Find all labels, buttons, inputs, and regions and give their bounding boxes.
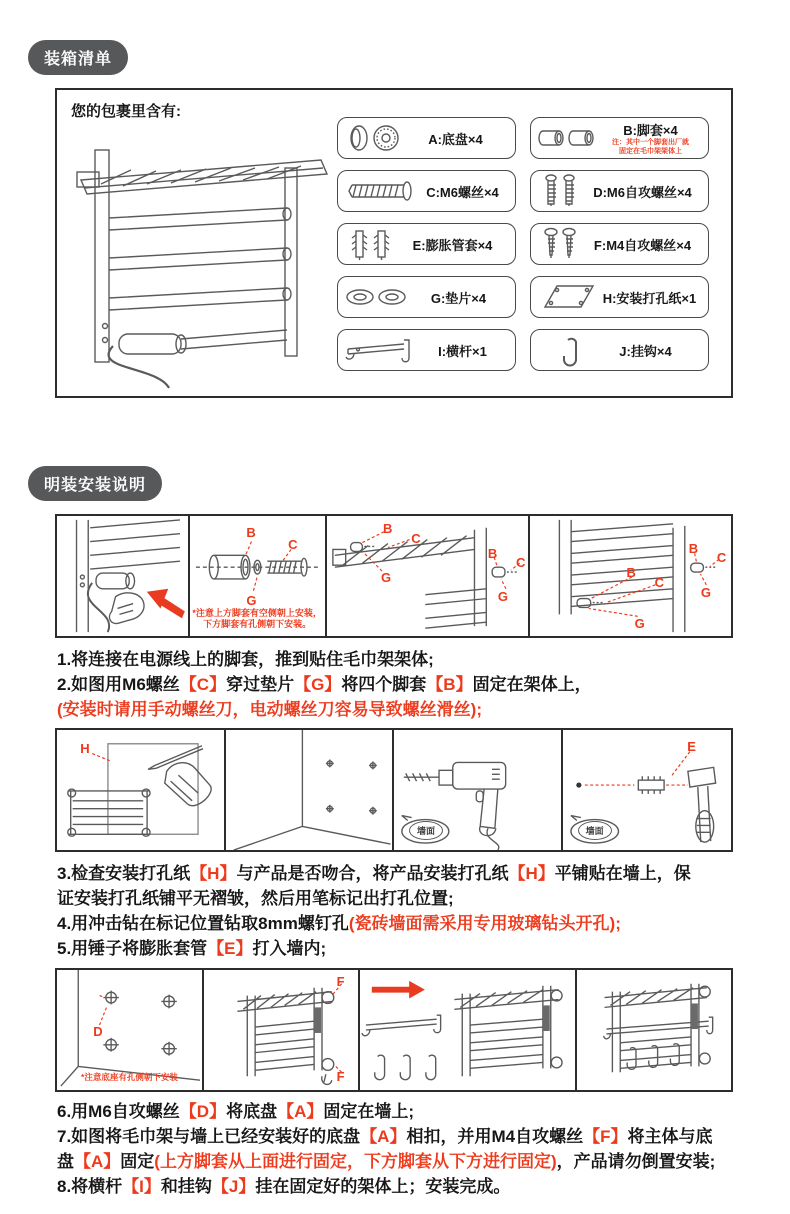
step-line — [57, 1174, 757, 1199]
mount-body-art — [204, 970, 358, 1090]
part-item-g — [337, 276, 516, 318]
part-item-e — [337, 223, 516, 265]
step-line — [57, 911, 757, 936]
callout-e: E — [687, 738, 696, 754]
callout-b: B — [246, 524, 256, 540]
step-text: 相扣，并用M4自攻螺丝 — [406, 1127, 584, 1146]
part-label: C:M6螺丝×4 — [426, 184, 499, 200]
install-instructions-badge: 明装安装说明 — [28, 466, 162, 501]
panel-attach-top-sleeves — [327, 516, 531, 636]
install-steps-1 — [57, 647, 757, 722]
panel-fix-base-plates — [57, 970, 204, 1090]
wall-surface-bubble: 墙面 — [578, 821, 612, 840]
part-label: D:M6自攻螺丝×4 — [593, 184, 692, 200]
part-label: I:横杆×1 — [438, 343, 487, 359]
step-text-highlight: 【C】 — [179, 675, 227, 694]
callout-g: G — [497, 589, 509, 605]
step-text-highlight: 【F】 — [583, 1127, 628, 1146]
part-item-f — [530, 223, 709, 265]
step-text-highlight: 【H】 — [508, 864, 555, 883]
step-text-highlight: 【E】 — [207, 939, 253, 958]
step-text: 打入墙内; — [252, 939, 327, 958]
part-label: J:挂钩×4 — [619, 343, 672, 359]
panel-hammer-anchor — [563, 730, 732, 850]
step-line — [57, 1149, 757, 1174]
step-text: 证安装打孔纸铺平无褶皱，然后用笔标记出打孔位置; — [57, 889, 454, 908]
callout-c: C — [654, 575, 665, 590]
callout-b: B — [626, 565, 636, 581]
install-step-strip-2 — [55, 728, 733, 852]
part-label: F:M4自攻螺丝×4 — [593, 237, 692, 253]
step-text: 2.如图用M6螺丝 — [57, 675, 180, 694]
packing-contents-box — [55, 88, 733, 398]
part-label: A:底盘×4 — [428, 131, 483, 147]
step-text-highlight: 【J】 — [211, 1177, 256, 1196]
push-sleeve-art — [57, 516, 188, 636]
step-text: 盘 — [57, 1152, 74, 1171]
callout-b: B — [487, 546, 498, 562]
callout-d: D — [93, 1024, 103, 1040]
part-label: E:膨胀管套×4 — [412, 237, 493, 253]
step-text-highlight: 【I】 — [122, 1177, 161, 1196]
part-label: H:安装打孔纸×1 — [602, 290, 697, 306]
part-label: G:垫片×4 — [430, 290, 487, 306]
callout-f: F — [336, 973, 345, 989]
callout-g: G — [634, 615, 645, 631]
packing-list-badge: 装箱清单 — [28, 40, 128, 75]
step-text: 4.用冲击钻在标记位置钻取8mm螺钉孔 — [57, 914, 349, 933]
callout-c: C — [716, 549, 727, 565]
callout-g: G — [246, 593, 257, 608]
bar-hooks-art — [360, 970, 574, 1090]
step-text: 固定在架体上， — [472, 675, 592, 694]
part-item-h — [530, 276, 709, 318]
panel-wall-marks — [226, 730, 395, 850]
install-steps-2 — [57, 861, 757, 961]
step-text: 8.将横杆 — [57, 1177, 123, 1196]
m6-screw-icon — [344, 172, 416, 210]
part-item-a — [337, 117, 516, 159]
step-text-highlight: 【A】 — [74, 1152, 121, 1171]
foot-sleeve-icon — [537, 119, 599, 157]
step-text-highlight: 【H】 — [190, 864, 237, 883]
step-text: 与产品是否吻合，将产品安装打孔纸 — [236, 864, 509, 883]
packing-box-title: 您的包裹里含有: — [71, 103, 181, 120]
step-text-highlight: 【A】 — [360, 1127, 407, 1146]
step-text: 固定 — [120, 1152, 155, 1171]
cross-bar-icon — [344, 331, 416, 369]
step-text: 穿过垫片 — [226, 675, 295, 694]
step-line — [57, 697, 757, 722]
step-text-highlight: (上方脚套从上面进行固定，下方脚套从下方进行固定) — [154, 1152, 557, 1171]
callout-c: C — [288, 536, 298, 552]
wall-surface-bubble: 墙面 — [409, 821, 443, 840]
callout-c: C — [516, 554, 526, 570]
step-text: 5.用锤子将膨胀套管 — [57, 939, 208, 958]
part-b-note-line2: 固定在毛巾架架体上 — [619, 147, 682, 155]
part-item-b — [530, 117, 709, 159]
panel-attach-bottom-sleeves — [530, 516, 731, 636]
panel-sleeve-exploded — [190, 516, 327, 636]
step-text: 挂在固定好的架体上；安装完成。 — [255, 1177, 511, 1196]
part-item-j — [530, 329, 709, 371]
panel-drill-wall — [394, 730, 563, 850]
step-line — [57, 936, 757, 961]
part-b-note-line1: 注：其中一个脚套出厂就 — [612, 139, 689, 146]
install-step-strip-3 — [55, 968, 733, 1092]
step-text-highlight: 【D】 — [179, 1102, 227, 1121]
step-text-highlight: 【B】 — [426, 675, 473, 694]
callout-b: B — [383, 521, 393, 536]
step-text: 和挂钩 — [160, 1177, 212, 1196]
wall-marks-art — [226, 730, 393, 850]
towel-rack-illustration — [61, 118, 347, 392]
callout-g: G — [380, 570, 392, 586]
washer-icon — [344, 278, 408, 316]
step-text: 将主体与底 — [627, 1127, 713, 1146]
step-text: 1.将连接在电源线上的脚套，推到贴住毛巾架架体; — [57, 650, 434, 669]
step-line — [57, 1124, 757, 1149]
step-line — [57, 886, 757, 911]
panel-mount-body — [204, 970, 360, 1090]
parts-grid — [337, 117, 709, 371]
step-text: 3.检查安装打孔纸 — [57, 864, 191, 883]
callout-c: C — [411, 530, 421, 546]
sleeve-note-line1: *注意上方脚套有空侧朝上安装， — [192, 608, 322, 618]
step-text: 将底盘 — [226, 1102, 278, 1121]
attach-top-art — [327, 516, 529, 636]
finished-rack-art — [577, 970, 731, 1090]
install-steps-3 — [57, 1099, 757, 1199]
part-item-c — [337, 170, 516, 212]
step-text: 7.如图将毛巾架与墙上已经安装好的底盘 — [57, 1127, 361, 1146]
hook-icon — [537, 331, 589, 369]
callout-g: G — [700, 584, 711, 600]
step-text: 固定在墙上; — [323, 1102, 415, 1121]
panel-add-bar-hooks — [360, 970, 576, 1090]
step-line — [57, 647, 757, 672]
part-label: B:脚套×4 — [623, 123, 678, 138]
step-text: 将四个脚套 — [341, 675, 427, 694]
step-text: 平铺贴在墙上，保 — [554, 864, 691, 883]
callout-b: B — [688, 541, 699, 557]
step-line — [57, 1099, 757, 1124]
step-text: ，产品请勿倒置安装; — [556, 1152, 716, 1171]
base-note: *注意底座有孔侧朝下安装 — [81, 1072, 178, 1082]
m4-self-tapping-screw-icon — [537, 225, 583, 263]
callout-h: H — [80, 741, 90, 756]
step-line — [57, 672, 757, 697]
install-step-strip-1 — [55, 514, 733, 638]
step-line — [57, 861, 757, 886]
panel-mark-template — [57, 730, 226, 850]
base-plate-icon — [344, 119, 402, 157]
step-text-highlight: (安装时请用手动螺丝刀，电动螺丝刀容易导致螺丝滑丝); — [57, 700, 482, 719]
callout-f: F — [336, 1068, 345, 1084]
m6-self-tapping-screw-icon — [537, 172, 583, 210]
drill-template-icon — [537, 278, 597, 316]
panel-push-sleeve — [57, 516, 190, 636]
step-text: 6.用M6自攻螺丝 — [57, 1102, 180, 1121]
step-text-highlight: (瓷砖墙面需采用专用玻璃钻头开孔); — [348, 914, 621, 933]
expansion-anchor-icon — [344, 225, 396, 263]
panel-finished-rack — [577, 970, 731, 1090]
part-item-d — [530, 170, 709, 212]
step-text-highlight: 【A】 — [277, 1102, 324, 1121]
sleeve-note-line2: 下方脚套有孔侧朝下安装。 — [203, 619, 312, 629]
part-item-i — [337, 329, 516, 371]
step-text-highlight: 【G】 — [294, 675, 342, 694]
